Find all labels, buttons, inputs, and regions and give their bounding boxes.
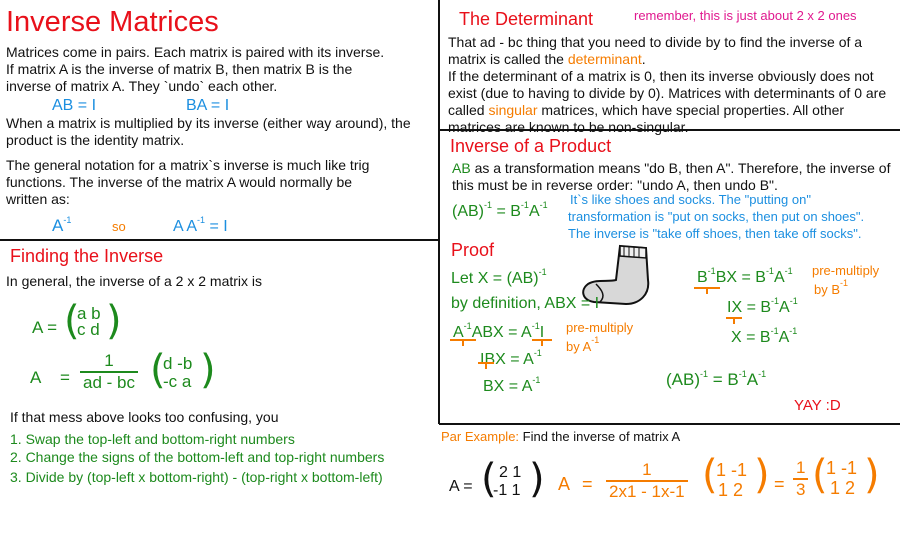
ba-equation: BA = I xyxy=(186,97,230,114)
step-3: 3. Divide by (top-left x bottom-right) - (top-right x bottom-left) xyxy=(10,469,383,485)
product-text: AB as a transformation means "do B, then A". Therefore, the inverse of this must be in reverse order: "undo A, then undo B". xyxy=(452,160,891,193)
product-title: Inverse of a Product xyxy=(450,136,612,156)
shoes-line-2: transformation is "put on socks, then put on shoes". xyxy=(568,209,865,224)
shoes-line-3: The inverse is "take off shoes, then take off socks". xyxy=(568,226,862,241)
proof-right-brackets xyxy=(690,284,750,334)
proof-left-brackets xyxy=(448,334,568,384)
multiply-text: When a matrix is multiplied by its inverse (either way around), the product is the identity matrix. xyxy=(6,115,411,148)
confusing-text: If that mess above looks too confusing, you xyxy=(10,409,279,425)
example-matrix: A = ( 2 1 -1 1 ) xyxy=(449,456,545,502)
finding-title: Finding the Inverse xyxy=(10,246,164,266)
vertical-divider xyxy=(438,0,440,424)
determinant-title: The Determinant xyxy=(459,9,594,29)
ab-equation: AB = I xyxy=(52,97,97,114)
premultiply-a-2: by $A^{-1}$ xyxy=(566,335,600,354)
yay-text: YAY :D xyxy=(794,397,841,414)
finding-text: In general, the inverse of a 2 x 2 matrix is xyxy=(6,273,263,289)
determinant-text-1: That ad - bc thing that you need to divide by to find the inverse of a matrix is called the determinant. xyxy=(448,34,863,67)
proof-right-step-3: $X = B^{-1}A^{-1}$ xyxy=(731,326,798,346)
a-inverse-notation: $A^{-1}$ xyxy=(52,215,72,235)
proof-right-step-1: $B^{-1}BX = B^{-1}A^{-1}$ xyxy=(697,266,793,286)
inverse-formula: A = $\frac{1}{ad - bc}$ ( d -b -c a ) xyxy=(30,347,216,393)
step-1: 1. Swap the top-left and bottom-right numbers xyxy=(10,431,295,447)
proof-title: Proof xyxy=(451,240,495,260)
notation-text: The general notation for a matrix`s inverse is much like trig functions. The inverse of the matrix A would normally be written as: xyxy=(6,157,370,207)
proof-step-2: IBX = $A^{-1}$ xyxy=(480,348,542,368)
right-horizontal-divider-2 xyxy=(439,423,900,425)
proof-by-definition: by definition, ABX = I xyxy=(451,295,600,312)
intro-text: Matrices come in pairs. Each matrix is paired with its inverse. If matrix A is the inverse of matrix B, then matrix B is the inverse of matrix A. They `undo` each other. xyxy=(6,44,385,94)
page-title: Inverse Matrices xyxy=(6,6,219,38)
so-label: so xyxy=(112,219,126,234)
proof-step-1: $A^{-1}ABX = A^{-1}I$ xyxy=(453,321,545,341)
identity-equation: A $A^{-1} = I$ xyxy=(173,215,228,235)
proof-step-3: BX = $A^{-1}$ xyxy=(483,375,541,395)
product-formula: $(AB)^{-1} = B^{-1}A^{-1}$ xyxy=(452,200,548,220)
example-inverse: A = $\frac{1}{2x1 - 1x-1}$ ( 1 -1 1 2 ) = $\frac{1}{3}$ ( 1 -1 1 2 ) xyxy=(558,452,880,501)
premultiply-a-1: pre-multiply xyxy=(566,320,634,335)
premultiply-b-2: by $B^{-1}$ xyxy=(814,278,849,297)
left-horizontal-divider xyxy=(0,239,439,241)
determinant-text-2: If the determinant of a matrix is 0, then its inverse obviously does not exist (due to having to divide by 0). Matrices with determinants of 0 are called singular matrices, which have special properties. All other matrices are known to be non-singular. xyxy=(448,68,887,135)
proof-right-step-2: IX = $B^{-1}A^{-1}$ xyxy=(727,296,798,316)
proof-let: Let X = (AB)$^{-1}$ xyxy=(451,267,547,287)
example-heading: Par Example: Find the inverse of matrix A xyxy=(441,429,681,444)
step-2: 2. Change the signs of the bottom-left and top-right numbers xyxy=(10,449,385,465)
premultiply-b-1: pre-multiply xyxy=(812,263,880,278)
proof-final: $(AB)^{-1} = B^{-1}A^{-1}$ xyxy=(666,369,767,389)
shoes-line-1: It`s like shoes and socks. The "putting on" xyxy=(570,192,811,207)
determinant-note: remember, this is just about 2 x 2 ones xyxy=(634,8,857,23)
